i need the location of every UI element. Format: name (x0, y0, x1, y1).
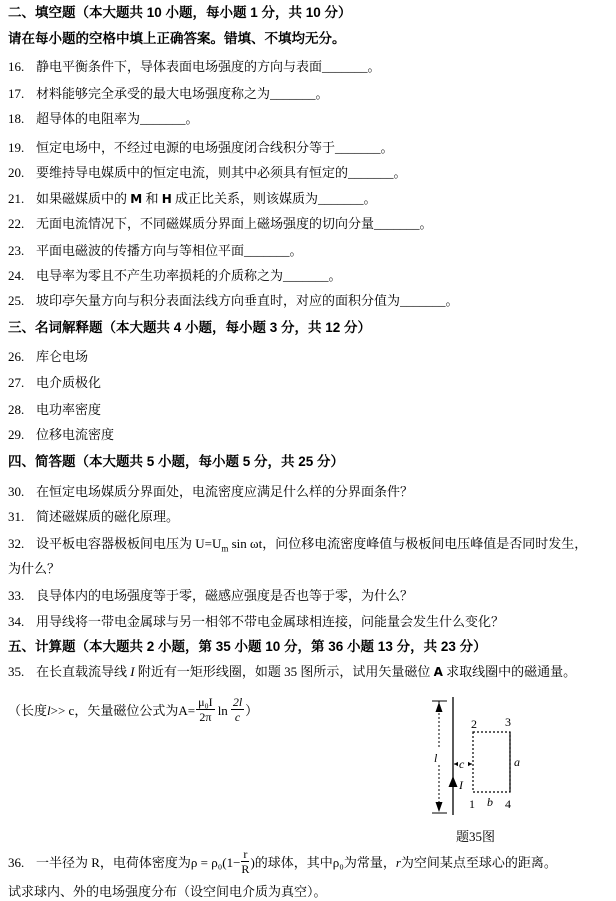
current-symbol: I (130, 664, 135, 679)
current-arrow-icon (449, 776, 458, 787)
question-16-text: 静电平衡条件下，导体表面电场强度的方向与表面_______。 (36, 59, 381, 74)
question-29 (8, 426, 114, 443)
question-35-text-p1: 在长直载流导线 (36, 664, 131, 679)
current-label: I (459, 778, 463, 792)
dimension-up-arrow-icon (436, 702, 443, 712)
corner-4-label: 4 (505, 797, 511, 811)
question-27 (8, 374, 101, 391)
question-20-text: 要维持导电媒质中的恒定电流，则其中必须具有恒定的_______。 (36, 165, 407, 180)
question-23 (8, 242, 303, 259)
question-17 (8, 85, 329, 102)
corner-2-label: 2 (471, 717, 477, 731)
vector-potential-symbol: A (433, 665, 443, 679)
question-31 (8, 508, 179, 525)
question-19-text: 恒定电场中，不经过电源的电场强度闭合线积分等于_______。 (36, 140, 394, 155)
question-18-number: 18. (8, 111, 25, 126)
question-16 (8, 58, 381, 75)
question-35-text-p2: 附近有一矩形线圈，如题 35 图所示，试用矢量磁位 (134, 664, 434, 679)
question-35-formula-line (8, 694, 258, 726)
question-25-number: 25. (8, 293, 25, 308)
question-36-number: 36. (8, 854, 25, 870)
question-25 (8, 292, 459, 309)
formula-fraction-mu0I-2pi (196, 696, 215, 723)
fraction-denominator: c (234, 710, 241, 724)
question-35 (8, 663, 576, 681)
question-30 (8, 483, 413, 500)
question-21-number: 21. (8, 191, 25, 206)
question-16-number: 16. (8, 59, 25, 74)
corner-3-label: 3 (505, 715, 511, 729)
question-29-number: 29. (8, 427, 25, 442)
question-22-text: 无面电流情况下，不同磁媒质分界面上磁场强度的切向分量_______。 (36, 216, 433, 231)
question-35-paren-close: ） (245, 702, 259, 718)
question-34 (8, 613, 504, 630)
question-24-number: 24. (8, 268, 25, 283)
question-27-number: 27. (8, 375, 25, 390)
charge-density-equation-close: ) (250, 854, 255, 870)
length-label: l (434, 751, 438, 765)
natural-log-operator: ln (217, 702, 228, 718)
question-26-text: 库仑电场 (36, 349, 89, 364)
fraction-numerator: 2l (232, 695, 243, 710)
question-25-text: 坡印亭矢量方向与积分表面法线方向垂直时，对应的面积分值为_______。 (36, 293, 459, 308)
rho0-symbol: ρ₀ (332, 854, 344, 870)
question-19-number: 19. (8, 140, 25, 155)
question-36-text-p2: 的球体，其中 (254, 854, 333, 870)
figure-caption: 题35图 (456, 829, 496, 844)
question-35-number: 35. (8, 664, 25, 679)
question-29-text: 位移电流密度 (36, 427, 115, 442)
field-intensity-vector-symbol: H (161, 192, 172, 206)
question-22 (8, 215, 433, 232)
question-17-text: 材料能够完全承受的最大电场强度称之为_______。 (36, 86, 329, 101)
gap-label: c (459, 757, 465, 771)
radius-variable-symbol: r (395, 854, 401, 870)
question-21-text-pre: 如果磁媒质中的 (36, 191, 131, 206)
question-19 (8, 139, 394, 156)
question-36-text-p3: 为常量， (343, 854, 396, 870)
side-a-label: a (514, 755, 520, 769)
question-27-text: 电介质极化 (36, 375, 102, 390)
section-5-heading: 五、计算题（本大题共 2 小题，第 35 小题 10 分，第 36 小题 13 分，共 23 分） (8, 639, 487, 654)
question-32-text-pre: 设平板电容器极板间电压为 U=U (36, 536, 222, 551)
dimension-down-arrow-icon (436, 802, 443, 812)
question-32 (8, 535, 587, 558)
question-33-number: 33. (8, 588, 25, 603)
formula-fraction-2l-c (231, 696, 244, 723)
section-4-heading: 四、简答题（本大题共 5 小题，每小题 5 分，共 25 分） (8, 454, 345, 469)
question-36-line2: 试求球内、外的电场强度分布（设空间电介质为真空）。 (8, 884, 327, 899)
question-32-number: 32. (8, 536, 25, 551)
charge-density-equation-lhs: ρ = ρ₀(1− (190, 854, 241, 870)
question-23-number: 23. (8, 243, 25, 258)
question-18 (8, 110, 199, 127)
question-21-text-mid: 和 (142, 191, 162, 206)
question-35-text-p3: 求取线圈中的磁通量。 (442, 664, 577, 679)
question-24-text: 电导率为零且不产生功率损耗的介质称之为_______。 (36, 268, 342, 283)
side-b-label: b (487, 795, 493, 809)
question-36-text-p1: 一半径为 R，电荷体密度为 (36, 854, 191, 870)
section-2-instruction: 请在每小题的空格中填上正确答案。错填、不填均无分。 (8, 31, 346, 46)
fraction-denominator: 2π (199, 710, 212, 724)
corner-1-label: 1 (469, 797, 475, 811)
question-32-line2: 为什么？ (8, 561, 61, 576)
fraction-denominator: R (241, 862, 250, 876)
magnetization-vector-symbol: M (130, 192, 143, 206)
fraction-numerator: r (241, 848, 249, 862)
question-35-paren-mid: >> c，矢量磁位公式为 (50, 702, 179, 718)
question-32-text-post: sin ωt，问位移电流密度峰值与极板间电压峰值是否同时发生， (228, 536, 588, 551)
question-18-text: 超导体的电阻率为_______。 (36, 111, 199, 126)
question-21 (8, 190, 377, 208)
question-26 (8, 348, 88, 365)
fraction-numerator: μ₀I (198, 695, 213, 710)
question-21-text-post: 成正比关系，则该媒质为_______。 (171, 191, 377, 206)
question-31-text: 简述磁媒质的磁化原理。 (36, 509, 180, 524)
question-28-number: 28. (8, 402, 25, 417)
section-3-heading: 三、名词解释题（本大题共 4 小题，每小题 3 分，共 12 分） (8, 320, 372, 335)
question-24 (8, 267, 342, 284)
question-20 (8, 164, 407, 181)
question-34-number: 34. (8, 614, 25, 629)
question-17-number: 17. (8, 86, 25, 101)
figure-35-drawing (427, 694, 602, 849)
formula-fraction-r-R (241, 848, 249, 875)
question-33 (8, 587, 413, 604)
question-36-text-p4: 为空间某点至球心的距离。 (400, 854, 557, 870)
question-30-number: 30. (8, 484, 25, 499)
question-36 (8, 846, 557, 878)
length-symbol: l (47, 702, 51, 718)
question-34-text: 用导线将一带电金属球与另一相邻不带电金属球相连接，问能量会发生什么变化？ (36, 614, 505, 629)
rectangular-loop (473, 732, 510, 792)
question-22-number: 22. (8, 216, 25, 231)
figure-question-35 (427, 694, 602, 849)
question-35-paren-open: （长度 (8, 702, 48, 718)
question-30-text: 在恒定电场媒质分界面处，电流密度应满足什么样的分界面条件？ (36, 484, 414, 499)
question-28-text: 电功率密度 (36, 402, 102, 417)
question-26-number: 26. (8, 349, 25, 364)
voltage-amplitude-subscript: m (221, 543, 229, 554)
question-20-number: 20. (8, 165, 25, 180)
question-23-text: 平面电磁波的传播方向与等相位平面_______。 (36, 243, 303, 258)
question-28 (8, 401, 101, 418)
question-31-number: 31. (8, 509, 25, 524)
formula-lhs: A= (178, 702, 196, 718)
section-2-heading: 二、填空题（本大题共 10 小题，每小题 1 分，共 10 分） (8, 5, 352, 20)
question-33-text: 良导体内的电场强度等于零，磁感应强度是否也等于零，为什么？ (36, 588, 414, 603)
